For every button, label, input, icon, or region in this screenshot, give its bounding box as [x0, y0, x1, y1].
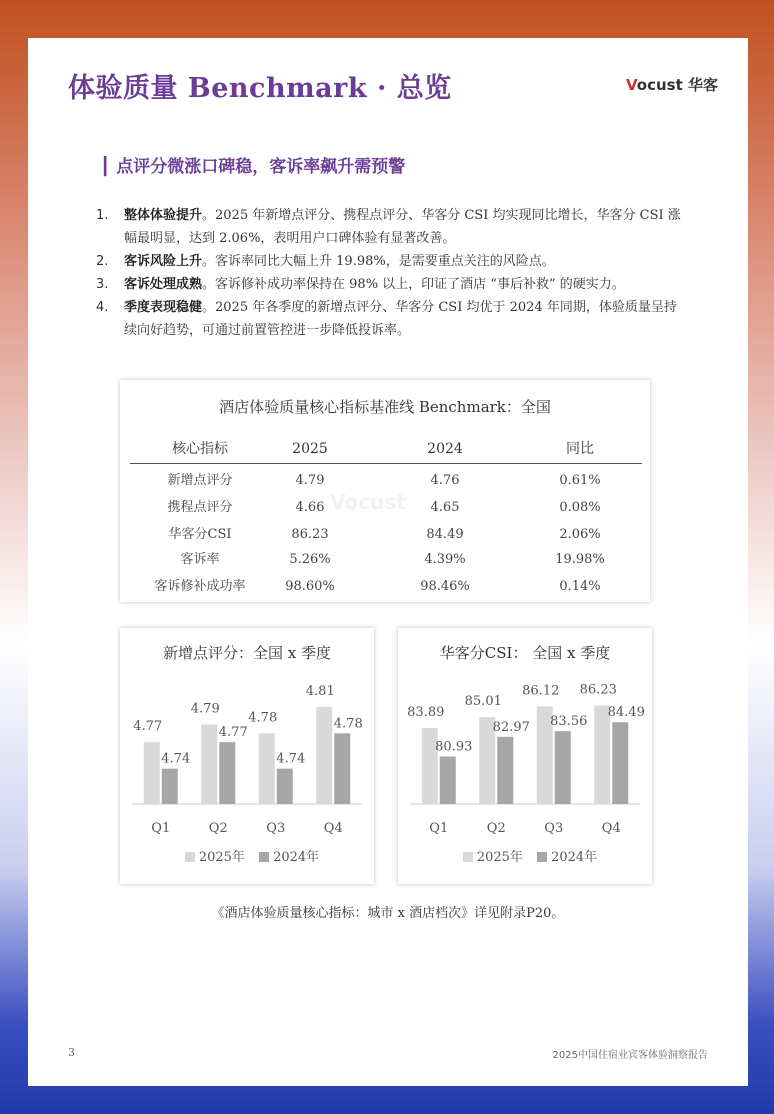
- data-label: 4.74: [276, 751, 306, 767]
- list-item: 1. 整体体验提升。2025 年新增点评分、携程点评分、华客分 CSI 均实现同比增长，华客分 CSI 涨幅最明显，达到 2.06%，表明用户口碑体验有显著改善。: [96, 208, 681, 246]
- table-row: [130, 546, 642, 573]
- data-label: 4.74: [161, 751, 191, 767]
- list-item: 4. 季度表现稳健。2025 年各季度的新增点评分、华客分 CSI 均优于 2024 年同期，体验质量呈持续向好趋势，可通过前置管控进一步降低投诉率。: [96, 300, 677, 338]
- x-tick-label: Q4: [601, 821, 621, 836]
- bar-q3-2024: [277, 769, 293, 804]
- data-label: 86.12: [522, 683, 560, 699]
- benchmark-table-card: [120, 380, 650, 602]
- legend-label-2025: 2025年: [476, 850, 523, 865]
- list-item: 3. 客诉处理成熟。客诉修补成功率保持在 98% 以上，印证了酒店 “事后补救” 的硬实力。: [96, 277, 625, 292]
- value-2025: 98.60%: [285, 579, 335, 594]
- bar-q4-2024: [334, 733, 350, 804]
- csi-chart-card: [398, 628, 652, 884]
- chart-title: 新增点评分：全国 x 季度: [163, 644, 331, 662]
- legend-swatch-2024: [537, 852, 547, 862]
- value-2024: 84.49: [426, 527, 464, 542]
- yoy-change: 0.14%: [559, 579, 601, 594]
- yoy-change: 0.61%: [559, 473, 601, 488]
- data-label: 4.78: [333, 716, 363, 732]
- value-2025: 86.23: [291, 527, 329, 542]
- header-cell: 2025: [292, 441, 328, 457]
- bar-q4-2024: [612, 722, 628, 804]
- rating-chart-card: [120, 628, 374, 884]
- bar-q2-2025: [201, 725, 217, 805]
- subheading-text: 点评分微涨口碑稳，客诉率飙升需预警: [116, 157, 406, 177]
- bar-q1-2024: [440, 756, 456, 804]
- legend-swatch-2025: [463, 852, 473, 862]
- value-2025: 4.66: [295, 500, 325, 515]
- table-title: 酒店体验质量核心指标基准线 Benchmark：全国: [219, 398, 551, 416]
- page-title: 体验质量 Benchmark · 总览: [68, 73, 452, 104]
- bar-q2-2024: [219, 742, 235, 804]
- x-tick-label: Q3: [266, 821, 286, 836]
- page-number: 3: [68, 1046, 75, 1059]
- value-2024: 4.39%: [424, 552, 466, 567]
- data-label: 85.01: [464, 694, 502, 710]
- value-2024: 4.65: [430, 500, 460, 515]
- data-label: 80.93: [435, 739, 473, 755]
- report-title-footer: 2025中国住宿业宾客体验洞察报告: [552, 1050, 708, 1061]
- data-label: 4.78: [248, 710, 278, 726]
- key-points-list: [96, 204, 686, 342]
- chart-legend: [398, 846, 652, 865]
- value-2024: 98.46%: [420, 579, 470, 594]
- table-row: [130, 573, 642, 600]
- x-tick-label: Q2: [208, 821, 228, 836]
- bar-q1-2025: [144, 742, 160, 804]
- value-2025: 4.79: [295, 473, 325, 488]
- legend-label-2024: 2024年: [273, 850, 320, 865]
- chart-title: 华客分CSI： 全国 x 季度: [439, 644, 611, 662]
- metric-name: 华客分CSI: [168, 527, 232, 542]
- bar-q4-2025: [316, 707, 332, 804]
- bar-q4-2025: [594, 705, 610, 804]
- value-2025: 5.26%: [289, 552, 331, 567]
- x-tick-label: Q2: [486, 821, 506, 836]
- x-tick-label: Q1: [429, 821, 449, 836]
- data-label: 82.97: [492, 719, 530, 735]
- x-tick-label: Q3: [544, 821, 564, 836]
- value-2024: 4.76: [430, 473, 460, 488]
- table-row: [130, 494, 642, 521]
- data-label: 84.49: [607, 705, 645, 721]
- yoy-change: 2.06%: [559, 527, 601, 542]
- watermark: Vocust: [330, 490, 406, 514]
- bar-q3-2024: [555, 731, 571, 804]
- table-row: [130, 467, 642, 494]
- metric-name: 客诉率: [180, 552, 220, 567]
- vocust-logo: Vocust 华客: [626, 76, 718, 94]
- data-label: 83.89: [407, 704, 445, 720]
- table-row: [130, 521, 642, 548]
- data-label: 4.77: [133, 719, 163, 735]
- x-tick-label: Q4: [323, 821, 343, 836]
- table-header: [130, 436, 642, 464]
- yoy-change: 0.08%: [559, 500, 601, 515]
- data-label: 4.81: [305, 683, 335, 699]
- legend-swatch-2025: [185, 852, 195, 862]
- appendix-footnote: 《酒店体验质量核心指标：城市 x 酒店档次》详见附录P20。: [211, 906, 565, 921]
- bar-q2-2024: [497, 737, 513, 804]
- header-cell: 同比: [566, 441, 594, 457]
- yoy-change: 19.98%: [555, 552, 605, 567]
- data-label: 83.56: [550, 714, 588, 730]
- report-page: [28, 38, 748, 1086]
- chart-legend: [120, 846, 374, 865]
- subheading-bar: ┃: [100, 157, 111, 177]
- legend-label-2025: 2025年: [198, 850, 245, 865]
- data-label: 86.23: [579, 682, 617, 698]
- metric-name: 携程点评分: [167, 500, 233, 515]
- bar-q1-2024: [162, 769, 178, 804]
- bar-q3-2025: [259, 733, 275, 804]
- section-subheading: [100, 152, 405, 177]
- data-label: 4.77: [218, 725, 248, 741]
- metric-name: 新增点评分: [167, 473, 233, 488]
- header-cell: 2024: [427, 441, 463, 457]
- legend-swatch-2024: [259, 852, 269, 862]
- legend-label-2024: 2024年: [551, 850, 598, 865]
- header-cell: 核心指标: [172, 441, 228, 457]
- list-item: 2. 客诉风险上升。客诉率同比大幅上升 19.98%，是需要重点关注的风险点。: [96, 254, 555, 269]
- x-tick-label: Q1: [151, 821, 171, 836]
- data-label: 4.79: [190, 701, 220, 717]
- metric-name: 客诉修补成功率: [154, 579, 246, 594]
